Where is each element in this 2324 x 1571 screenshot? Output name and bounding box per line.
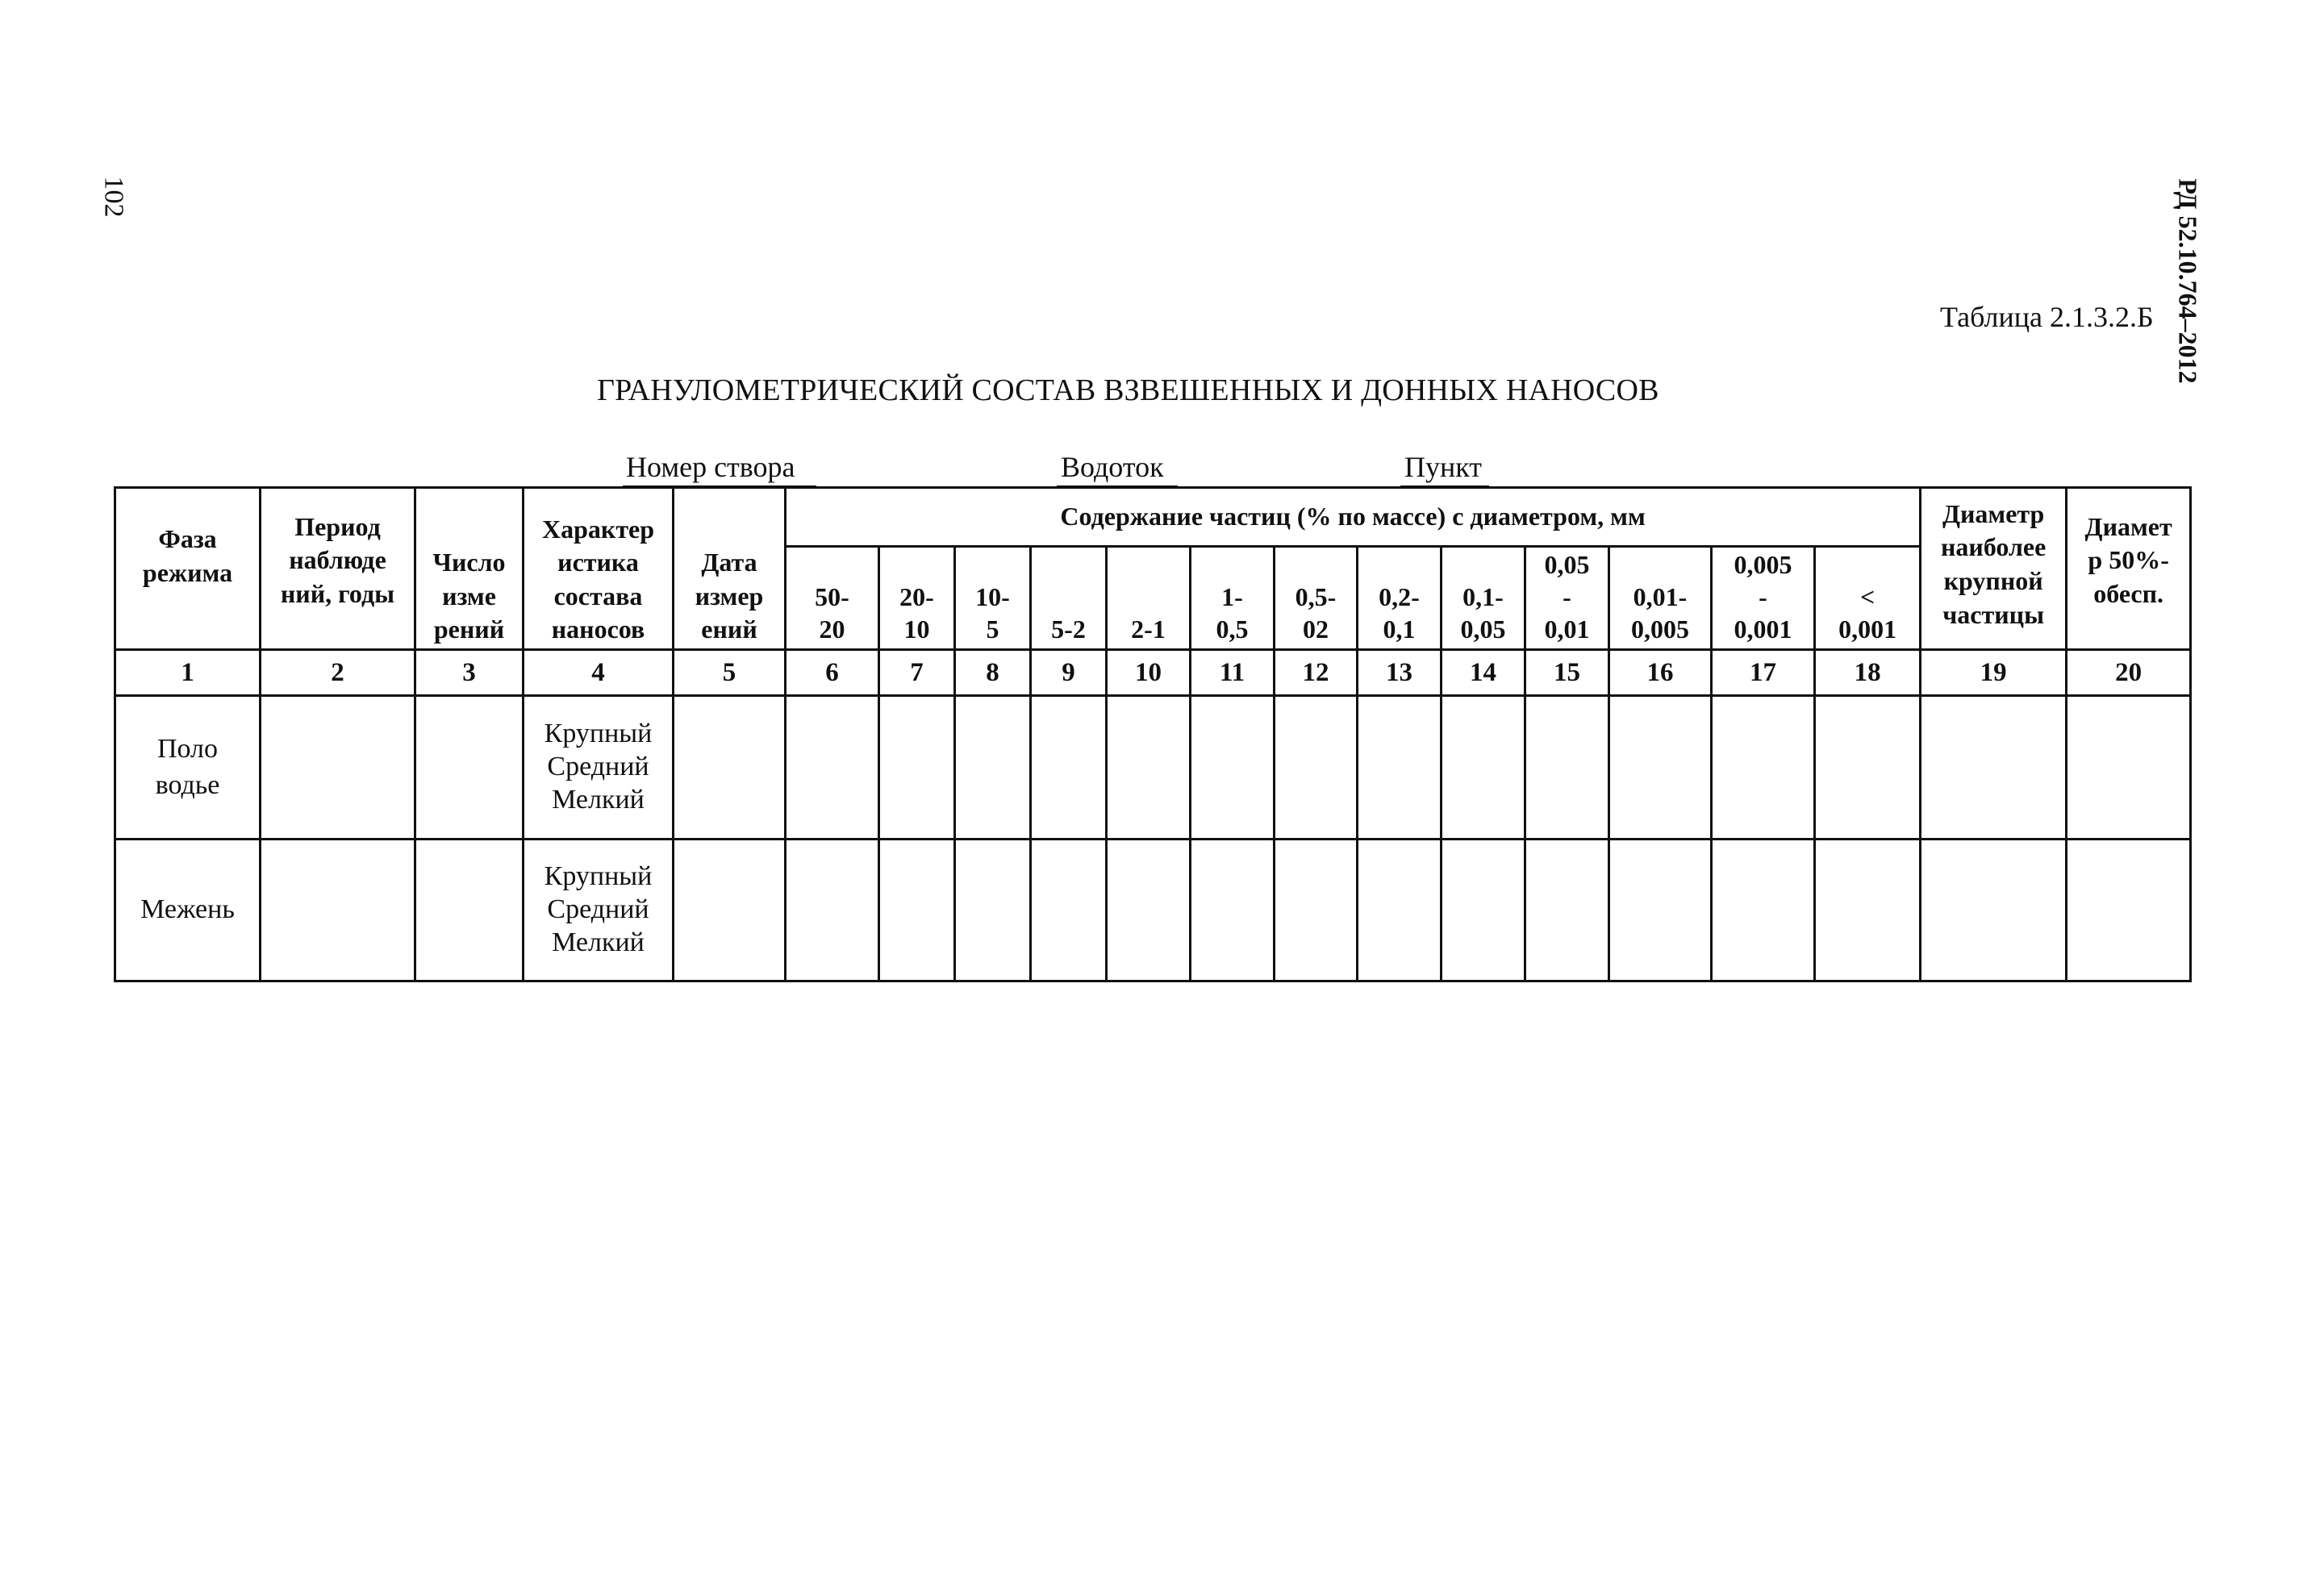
empty-cell xyxy=(1107,696,1191,840)
empty-cell xyxy=(1609,696,1712,840)
empty-cell xyxy=(1275,840,1358,981)
column-number: 17 xyxy=(1712,650,1815,696)
empty-cell xyxy=(1921,840,2067,981)
empty-cell xyxy=(1275,696,1358,840)
column-number: 14 xyxy=(1442,650,1525,696)
empty-cell xyxy=(1358,696,1442,840)
column-number: 9 xyxy=(1031,650,1107,696)
page-number: 102 xyxy=(98,176,129,218)
empty-cell xyxy=(2067,696,2191,840)
empty-cell xyxy=(1815,840,1921,981)
header-fraction-50-20: 50- 20 xyxy=(786,547,879,650)
point-label: Пункт xyxy=(1404,451,1483,483)
empty-cell xyxy=(261,696,415,840)
column-number: 11 xyxy=(1191,650,1275,696)
column-number: 13 xyxy=(1358,650,1442,696)
header-character: Характер истика состава наносов xyxy=(524,488,674,650)
empty-cell xyxy=(415,840,524,981)
header-fraction-10-5: 10- 5 xyxy=(955,547,1031,650)
empty-cell xyxy=(674,840,786,981)
empty-cell xyxy=(1358,840,1442,981)
empty-cell xyxy=(674,696,786,840)
table-row xyxy=(115,840,2191,981)
header-content-group: Содержание частиц (% по массе) с диаметром, мм xyxy=(786,488,1921,547)
column-number: 18 xyxy=(1815,650,1921,696)
empty-cell xyxy=(2067,840,2191,981)
header-max-diameter: Диаметр наиболее крупной частицы xyxy=(1921,488,2067,650)
header-date: Дата измер ений xyxy=(674,488,786,650)
empty-cell xyxy=(879,696,955,840)
header-period: Период наблюде ний, годы xyxy=(261,488,415,650)
column-number: 10 xyxy=(1107,650,1191,696)
column-number: 6 xyxy=(786,650,879,696)
header-d50: Диамет р 50%- обесп. xyxy=(2067,488,2191,650)
column-number: 8 xyxy=(955,650,1031,696)
sediment-kind-cell: Крупный Средний Мелкий xyxy=(524,696,674,840)
header-fraction-20-10: 20- 10 xyxy=(879,547,955,650)
header-phase: Фаза режима xyxy=(115,488,261,650)
stream-label: Водоток xyxy=(1061,451,1164,483)
header-fraction-2-1: 2-1 xyxy=(1107,547,1191,650)
empty-cell xyxy=(879,840,955,981)
header-fraction-less-0.001: < 0,001 xyxy=(1815,547,1921,650)
column-number: 1 xyxy=(115,650,261,696)
empty-cell xyxy=(1815,696,1921,840)
header-fraction-0.2-0.1: 0,2- 0,1 xyxy=(1358,547,1442,650)
header-count: Число изме рений xyxy=(415,488,524,650)
empty-cell xyxy=(1525,840,1609,981)
empty-cell xyxy=(1712,840,1815,981)
empty-cell xyxy=(1525,696,1609,840)
table-number: Таблица 2.1.3.2.Б xyxy=(1940,301,2154,333)
empty-cell xyxy=(415,696,524,840)
empty-cell xyxy=(1609,840,1712,981)
empty-cell xyxy=(786,696,879,840)
table-row xyxy=(115,696,2191,840)
column-number: 3 xyxy=(415,650,524,696)
document-code: РД 52.10.764–2012 xyxy=(2173,178,2203,384)
header-fraction-1-0.5: 1- 0,5 xyxy=(1191,547,1275,650)
column-number: 12 xyxy=(1275,650,1358,696)
empty-cell xyxy=(1712,696,1815,840)
empty-cell xyxy=(1191,696,1275,840)
header-fraction-5-2: 5-2 xyxy=(1031,547,1107,650)
column-number: 5 xyxy=(674,650,786,696)
column-number: 7 xyxy=(879,650,955,696)
empty-cell xyxy=(1031,840,1107,981)
phase-cell: Поло водье xyxy=(115,696,261,840)
empty-cell xyxy=(955,696,1031,840)
header-fraction-0.5-0.2: 0,5- 02 xyxy=(1275,547,1358,650)
station-number-label: Номер створа xyxy=(626,451,795,483)
empty-cell xyxy=(786,840,879,981)
empty-cell xyxy=(1107,840,1191,981)
column-number: 15 xyxy=(1525,650,1609,696)
sediment-kind-cell: Крупный Средний Мелкий xyxy=(524,840,674,981)
column-number: 2 xyxy=(261,650,415,696)
page-title: ГРАНУЛОМЕТРИЧЕСКИЙ СОСТАВ ВЗВЕШЕННЫХ И ДОННЫХ НАНОСОВ xyxy=(597,373,1659,407)
empty-cell xyxy=(1031,696,1107,840)
header-fraction-0.005-0.001: 0,005 - 0,001 xyxy=(1712,547,1815,650)
column-number: 20 xyxy=(2067,650,2191,696)
empty-cell xyxy=(261,840,415,981)
column-number: 19 xyxy=(1921,650,2067,696)
header-fraction-0.1-0.05: 0,1- 0,05 xyxy=(1442,547,1525,650)
empty-cell xyxy=(1442,696,1525,840)
column-number: 4 xyxy=(524,650,674,696)
header-fraction-0.01-0.005: 0,01- 0,005 xyxy=(1609,547,1712,650)
column-number-row xyxy=(115,650,2191,696)
granulometry-table xyxy=(114,486,2192,982)
empty-cell xyxy=(1921,696,2067,840)
phase-cell: Межень xyxy=(115,840,261,981)
empty-cell xyxy=(955,840,1031,981)
header-fraction-0.05-0.01: 0,05 - 0,01 xyxy=(1525,547,1609,650)
empty-cell xyxy=(1191,840,1275,981)
empty-cell xyxy=(1442,840,1525,981)
column-number: 16 xyxy=(1609,650,1712,696)
